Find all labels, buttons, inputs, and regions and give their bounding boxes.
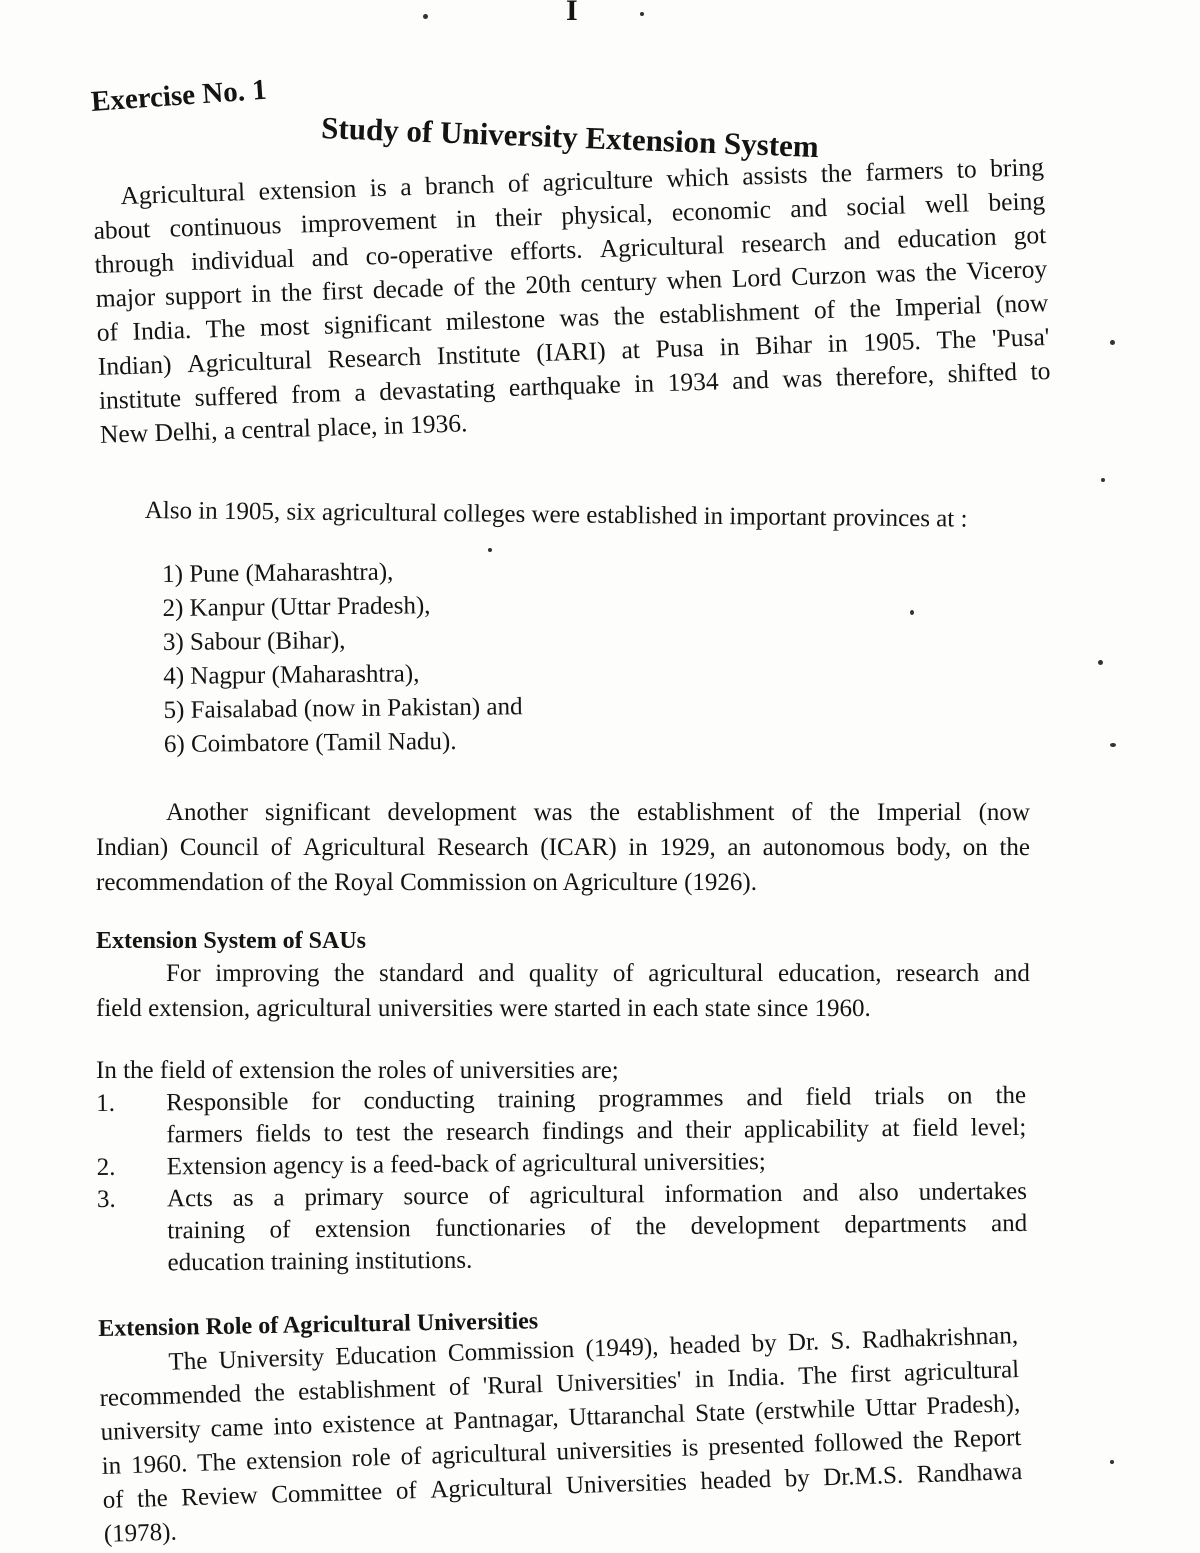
word: Dr.M.S. [822, 1461, 904, 1492]
word: in [455, 203, 477, 234]
intro-paragraph [92, 150, 1052, 452]
word: (1949), [585, 1333, 659, 1363]
word: shifted [947, 357, 1018, 389]
role-paragraph [98, 1319, 1024, 1552]
word: Dr. [787, 1328, 820, 1357]
role-number: 1. [96, 1089, 116, 1117]
word: significant [323, 307, 432, 340]
word: major [95, 282, 156, 313]
saus-line: field extension, agricultural universities were started in each state since 1960. [96, 995, 871, 1022]
word: agricultural [903, 1356, 1020, 1387]
word: the [589, 799, 621, 826]
word: undertakes [918, 1177, 1028, 1206]
word: to [323, 1119, 344, 1148]
word: The [797, 1361, 838, 1391]
colleges-intro: Also in 1905, six agricultural colleges were established in important provinces at : [144, 496, 968, 533]
word: Education [334, 1340, 438, 1371]
scan-speck [423, 14, 428, 19]
word: the [995, 1081, 1027, 1110]
scan-speck [1110, 1460, 1114, 1464]
word: of [612, 960, 634, 987]
word: Bihar [754, 329, 813, 361]
word: Universities [565, 1468, 688, 1500]
scan-speck [488, 548, 492, 552]
saus-line [96, 956, 1030, 991]
word: their [685, 1116, 732, 1144]
word: education [896, 221, 997, 254]
word: training [497, 1085, 576, 1114]
section-heading-role: Extension Role of Agricultural Universities [98, 1308, 539, 1342]
word: Viceroy [966, 254, 1048, 286]
word: in [101, 1452, 122, 1480]
word: Agricultural [186, 345, 313, 379]
word: 1929, [659, 834, 716, 861]
scan-speck [1110, 743, 1116, 747]
word: continuous [169, 210, 282, 243]
word: university [100, 1415, 202, 1446]
word: Randhawa [916, 1458, 1023, 1489]
list-item: 2) Kanpur (Uttar Pradesh), [162, 592, 431, 622]
word: development [387, 799, 517, 826]
word: extension [245, 1445, 343, 1476]
word: field [805, 1083, 852, 1111]
icar-paragraph [96, 795, 1030, 900]
word: establishment [637, 799, 775, 826]
word: Imperial [876, 799, 962, 826]
word: trials [874, 1082, 925, 1111]
role-text [166, 1080, 1027, 1152]
word: of [791, 799, 813, 826]
word: the [829, 799, 860, 826]
word: Agricultural [120, 177, 246, 211]
word: was [782, 363, 823, 394]
word: earthquake [508, 369, 622, 403]
word: programmes [598, 1084, 724, 1113]
word: on [947, 1082, 973, 1110]
word: Council [179, 834, 260, 861]
word: also [858, 1178, 899, 1207]
word: (now [978, 799, 1030, 826]
word: and [842, 225, 881, 256]
scan-speck [1110, 340, 1115, 345]
word: therefore, [835, 359, 935, 392]
role-number: 2. [96, 1153, 116, 1181]
saus-paragraph [96, 956, 1030, 1026]
word: of [448, 1373, 471, 1401]
page-mark: I [566, 0, 578, 27]
word: Responsible [166, 1088, 289, 1117]
word: economic [671, 194, 772, 227]
word: presented [707, 1430, 805, 1461]
word: their [494, 201, 543, 233]
word: agricultural [430, 1438, 547, 1470]
list-item: 5) Faisalabad (now in Pakistan) and [163, 693, 523, 724]
word: Agricultural [429, 1472, 553, 1504]
word: at [881, 1114, 900, 1143]
icar-line [96, 830, 1030, 865]
intro-line: New Delhi, a central place, in 1936. [99, 408, 468, 449]
section-heading-saus: Extension System of SAUs [96, 928, 367, 954]
word: the [253, 1379, 286, 1408]
word: universities [556, 1435, 673, 1466]
word: the [925, 256, 958, 287]
word: Agricultural [303, 834, 426, 861]
scan-speck [1098, 660, 1103, 665]
word: and [636, 1116, 673, 1145]
word: of [400, 1442, 422, 1471]
word: level; [970, 1113, 1027, 1142]
word: findings [541, 1117, 625, 1146]
word: as [232, 1184, 254, 1212]
word: of [452, 272, 476, 302]
word: the [483, 270, 517, 301]
word: branch [424, 169, 495, 201]
word: first [849, 1360, 892, 1389]
word: Agricultural [599, 230, 725, 264]
word: research [740, 226, 827, 259]
word: India. [727, 1363, 786, 1393]
word: century [580, 266, 658, 298]
word: University [218, 1343, 325, 1375]
word: fields [255, 1120, 312, 1148]
word: the [280, 277, 313, 308]
word: 'Rural [482, 1371, 544, 1400]
word: farmers [166, 1120, 243, 1149]
word: agriculture [542, 164, 654, 197]
scan-speck [1101, 478, 1105, 482]
word: of [488, 1182, 510, 1210]
word: body, [896, 834, 952, 861]
word: research [895, 960, 980, 987]
word: and [311, 241, 349, 273]
word: and [802, 1179, 839, 1207]
word: autonomous [762, 834, 885, 861]
word: first [321, 275, 364, 306]
word: is [369, 172, 388, 203]
word: 'Pusa' [991, 322, 1050, 353]
role-line: Extension agency is a feed-back of agricultural universities; [166, 1148, 766, 1181]
word: devastating [378, 373, 496, 407]
list-item: 3) Sabour (Bihar), [162, 627, 346, 656]
word: the [912, 1426, 944, 1455]
word: Report [952, 1424, 1022, 1454]
word: and [731, 364, 770, 395]
word: the [333, 960, 365, 987]
word: being [987, 186, 1046, 217]
word: For [166, 960, 201, 987]
word: got [1013, 220, 1047, 251]
word: at [424, 1408, 444, 1436]
word: role [351, 1443, 392, 1473]
word: Commission [447, 1336, 575, 1368]
word: decade [372, 273, 444, 305]
word: of [813, 294, 836, 325]
word: milestone [445, 303, 546, 336]
word: Acts [166, 1184, 213, 1213]
word: was [533, 799, 573, 826]
word: Research [437, 834, 529, 861]
word: The [205, 313, 246, 344]
word: of [102, 1486, 125, 1514]
word: institute [98, 383, 182, 415]
word: by [751, 1329, 778, 1358]
word: the [613, 300, 646, 331]
word: to [1030, 355, 1051, 386]
word: and [746, 1084, 783, 1112]
word: headed [669, 1330, 741, 1361]
word: Review [180, 1482, 259, 1512]
word: the [849, 293, 882, 324]
word: on [962, 834, 988, 861]
word: India. [132, 314, 192, 346]
word: (erstwhile [754, 1395, 856, 1426]
word: Uttar [864, 1393, 917, 1422]
word: Pantnagar, [452, 1404, 559, 1435]
word: was [558, 302, 600, 333]
word: conducting [363, 1086, 475, 1115]
word: at [620, 334, 641, 365]
word: agricultural [648, 960, 764, 987]
word: followed [813, 1427, 904, 1458]
college-list [162, 554, 523, 762]
word: when [666, 264, 723, 295]
word: a [273, 1184, 285, 1212]
word: Imperial [894, 290, 982, 322]
word: of [269, 1216, 291, 1244]
word: was [875, 258, 917, 289]
word: (now [995, 288, 1049, 319]
word: of [96, 317, 119, 347]
icar-line [96, 795, 1030, 830]
word: quality [528, 960, 599, 987]
word: improving [215, 960, 320, 987]
word: significant [264, 799, 371, 826]
word: Another [166, 799, 248, 826]
word: suffered [194, 380, 279, 412]
word: education, [778, 960, 882, 987]
list-item: 6) Coimbatore (Tamil Nadu). [163, 727, 457, 758]
word: the [635, 1213, 667, 1241]
word: which [665, 162, 730, 193]
word: Radhakrishnan, [861, 1322, 1019, 1354]
word: in [633, 368, 655, 399]
word: applicability [743, 1115, 870, 1144]
word: S. [830, 1327, 852, 1355]
word: and [789, 192, 828, 224]
word: of [507, 168, 530, 198]
word: information [664, 1180, 783, 1209]
list-item [97, 1176, 1028, 1280]
word: development [690, 1211, 820, 1240]
word: Indian) [96, 834, 169, 861]
word: establishment [297, 1374, 437, 1406]
word: 20th [524, 269, 572, 300]
word: agricultural [529, 1181, 645, 1210]
word: in [628, 834, 648, 861]
word: Research [327, 341, 422, 374]
word: most [259, 311, 310, 342]
word: physical, [560, 198, 653, 231]
exercise-label: Exercise No. 1 [90, 73, 268, 118]
word: Universities' [555, 1366, 682, 1398]
word: 1905. [862, 326, 922, 357]
word: is [681, 1434, 699, 1462]
word: Lord [731, 262, 782, 293]
word: 1934 [667, 366, 720, 398]
word: by [784, 1464, 811, 1493]
word: primary [304, 1183, 384, 1212]
word: establishment [658, 295, 800, 330]
role-text [167, 1176, 1028, 1280]
word: extension [258, 173, 357, 206]
word: assists [741, 159, 808, 191]
role-number: 3. [96, 1185, 116, 1213]
word: functionaries [435, 1213, 566, 1243]
word: research [446, 1118, 530, 1146]
word: Institute [436, 338, 521, 371]
word: Committee [270, 1478, 383, 1509]
word: source [403, 1182, 469, 1211]
word: a [353, 377, 367, 407]
word: Curzon [790, 259, 867, 292]
list-item: 4) Nagpur (Maharashtra), [163, 660, 420, 690]
word: recommended [99, 1380, 242, 1412]
word: the [999, 834, 1030, 861]
list-item: 1) Pune (Maharashtra), [162, 558, 394, 588]
word: extension [314, 1215, 411, 1244]
word: Pradesh), [926, 1390, 1021, 1421]
word: test [355, 1119, 391, 1147]
word: bring [989, 152, 1045, 183]
word: field [912, 1114, 959, 1142]
word: existence [321, 1409, 416, 1439]
word: through [94, 247, 175, 279]
word: efforts. [509, 234, 583, 266]
page-title: Study of University Extension System [320, 110, 820, 165]
word: and [478, 960, 515, 987]
icar-line: recommendation of the Royal Commission on Agriculture (1926). [96, 869, 757, 896]
word: and [993, 960, 1030, 987]
word: well [924, 188, 970, 219]
scan-speck [640, 12, 644, 16]
word: standard [379, 960, 464, 987]
word: departments [844, 1210, 967, 1239]
word: in [719, 331, 740, 362]
word: State [694, 1398, 746, 1428]
word: and [990, 1209, 1028, 1238]
word: a [399, 171, 412, 202]
word: headed [699, 1465, 772, 1496]
role-line: education training institutions. [167, 1246, 473, 1277]
word: social [845, 190, 907, 222]
word: the [820, 158, 853, 189]
word: in [250, 278, 272, 309]
word: The [196, 1448, 237, 1477]
roles-intro: In the field of extension the roles of universities are; [96, 1057, 619, 1084]
word: the [402, 1119, 434, 1147]
word: (1978). [103, 1518, 178, 1548]
word: into [272, 1412, 313, 1441]
word: Indian) [97, 349, 172, 381]
word: The [168, 1347, 208, 1376]
word: 1960. [130, 1450, 188, 1480]
word: to [956, 154, 978, 184]
word: training [167, 1216, 246, 1245]
word: of [270, 834, 292, 861]
word: individual [190, 243, 295, 276]
word: The [936, 324, 977, 355]
word: support [164, 279, 242, 311]
word: of [590, 1213, 612, 1241]
word: in [827, 328, 849, 358]
word: co-operative [365, 237, 494, 271]
word: an [727, 834, 751, 861]
word: about [93, 214, 151, 245]
word: Pusa [655, 332, 705, 364]
word: for [311, 1087, 341, 1116]
word: of [395, 1477, 418, 1505]
word: came [210, 1413, 264, 1443]
word: (ICAR) [540, 834, 617, 861]
roles-list [96, 1080, 1028, 1280]
scan-speck [910, 610, 914, 615]
word: Uttaranchal [568, 1400, 686, 1432]
list-item [96, 1080, 1027, 1152]
word: (IARI) [535, 335, 607, 368]
word: farmers [864, 155, 944, 187]
word: in [694, 1365, 715, 1394]
word: from [290, 378, 342, 409]
word: improvement [300, 205, 438, 239]
word: the [136, 1484, 169, 1513]
